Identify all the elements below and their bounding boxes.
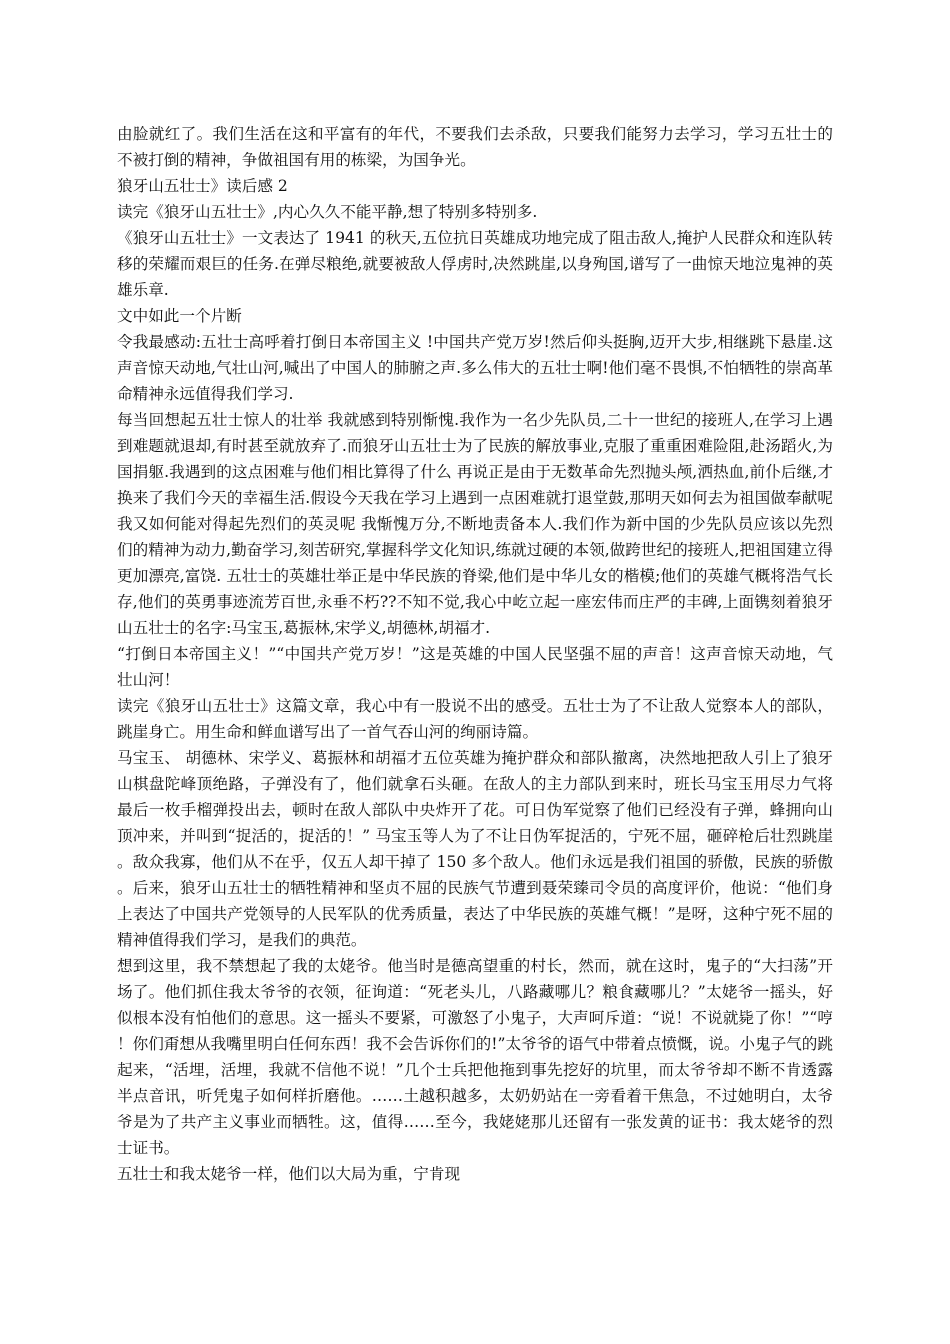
paragraph-5: 令我最感动:五壮士高呼着打倒日本帝国主义 !中国共产党万岁!然后仰头挺胸,迈开大步,相继跳下悬崖.这声音惊天动地,气壮山河,喊出了中国人的肺腑之声.多么伟大的五壮士啊!他们毫不畏惧,不怕牺牲的崇高革命精神永远值得我们学习. (117, 333, 833, 403)
paragraph-11: 五壮士和我太姥爷一样，他们以大局为重，宁肯现 (117, 1165, 461, 1183)
paragraph-8: 读完《狼牙山五壮士》这篇文章，我心中有一股说不出的感受。五壮士为了不让敌人觉察本人的部队，跳崖身亡。用生命和鲜血谱写出了一首气吞山河的绚丽诗篇。 (117, 697, 833, 741)
paragraph-7: “打倒日本帝国主义！”“中国共产党万岁！”这是英雄的中国人民坚强不屈的声音！这声音惊天动地，气壮山河！ (117, 645, 833, 689)
paragraph-1: 由脸就红了。我们生活在这和平富有的年代，不要我们去杀敌，只要我们能努力去学习，学习五壮士的不被打倒的精神，争做祖国有用的栋梁，为国争光。 (117, 125, 833, 169)
paragraph-3: 《狼牙山五壮士》一文表达了 1941 的秋天,五位抗日英雄成功地完成了阻击敌人,掩护人民群众和连队转移的荣耀而艰巨的任务.在弹尽粮绝,就要被敌人俘虏时,决然跳崖,以身殉国,谱写了一曲惊天地泣鬼神的英雄乐章. (117, 229, 833, 299)
section-heading: 狼牙山五壮士》读后感 2 (117, 177, 288, 195)
paragraph-4: 文中如此一个片断 (117, 307, 242, 325)
paragraph-10: 想到这里，我不禁想起了我的太姥爷。他当时是德高望重的村长，然而，就在这时，鬼子的“大扫荡”开场了。他们抓住我太爷爷的衣领，征询道：“死老头儿，八路藏哪儿？粮食藏哪儿？”太姥爷一摇头，好似根本没有怕他们的意思。这一摇头不要紧，可激怒了小鬼子，大声呵斥道：“说！不说就毙了你！”“哼！你们甭想从我嘴里明白任何东西！我不会告诉你们的!”太爷爷的语气中带着点愤慨，说。小鬼子气的跳起来，“活埋，活埋，我就不信他不说！”几个士兵把他拖到事先挖好的坑里，而太爷爷却不断不肯透露半点音讯，听凭鬼子如何样折磨他。……土越积越多，太奶奶站在一旁看着干焦急，不过她明白，太爷爷是为了共产主义事业而牺牲。这，值得……至今，我姥姥那儿还留有一张发黄的证书：我太姥爷的烈士证书。 (117, 957, 833, 1157)
paragraph-2: 读完《狼牙山五壮士》,内心久久不能平静,想了特别多特别多. (117, 203, 538, 221)
paragraph-6: 每当回想起五壮士惊人的壮举 我就感到特别惭愧.我作为一名少先队员,二十一世纪的接班人,在学习上遇到难题就退却,有时甚至就放弃了.而狼牙山五壮士为了民族的解放事业,克服了重重困难险阻,赴汤蹈火,为国捐躯.我遇到的这点困难与他们相比算得了什么 再说正是由于无数革命先烈抛头颅,洒热血,前仆后继,才换来了我们今天的幸福生活.假设今天我在学习上遇到一点困难就打退堂鼓,那明天如何去为祖国做奉献呢 我又如何能对得起先烈们的英灵呢 我惭愧万分,不断地责备本人.我们作为新中国的少先队员应该以先烈们的精神为动力,勤奋学习,刻苦研究,掌握科学文化知识,练就过硬的本领,做跨世纪的接班人,把祖国建立得更加漂亮,富饶. 五壮士的英雄壮举正是中华民族的脊梁,他们是中华儿女的楷模;他们的英雄气概将浩气长存,他们的英勇事迹流芳百世,永垂不朽??不知不觉,我心中屹立起一座宏伟而庄严的丰碑,上面镌刻着狼牙山五壮士的名字:马宝玉,葛振林,宋学义,胡德林,胡福才. (117, 411, 833, 637)
paragraph-9: 马宝玉、 胡德林、宋学义、葛振林和胡福才五位英雄为掩护群众和部队撤离，决然地把敌人引上了狼牙山棋盘陀峰顶绝路，子弹没有了，他们就拿石头砸。在敌人的主力部队到来时，班长马宝玉用尽力气将最后一枚手榴弹投出去，顿时在敌人部队中央炸开了花。可日伪军觉察了他们已经没有子弹，蜂拥向山顶冲来，并叫到“捉活的，捉活的！” 马宝玉等人为了不让日伪军捉活的，宁死不屈，砸碎枪后壮烈跳崖。敌众我寡，他们从不在乎，仅五人却干掉了 150 多个敌人。他们永远是我们祖国的骄傲，民族的骄傲。后来，狼牙山五壮士的牺牲精神和坚贞不屈的民族气节遭到聂荣臻司令员的高度评价，他说：“他们身上表达了中国共产党领导的人民军队的优秀质量，表达了中华民族的英雄气概！”是呀，这种宁死不屈的精神值得我们学习，是我们的典范。 (117, 749, 833, 949)
document-body (117, 121, 833, 1187)
